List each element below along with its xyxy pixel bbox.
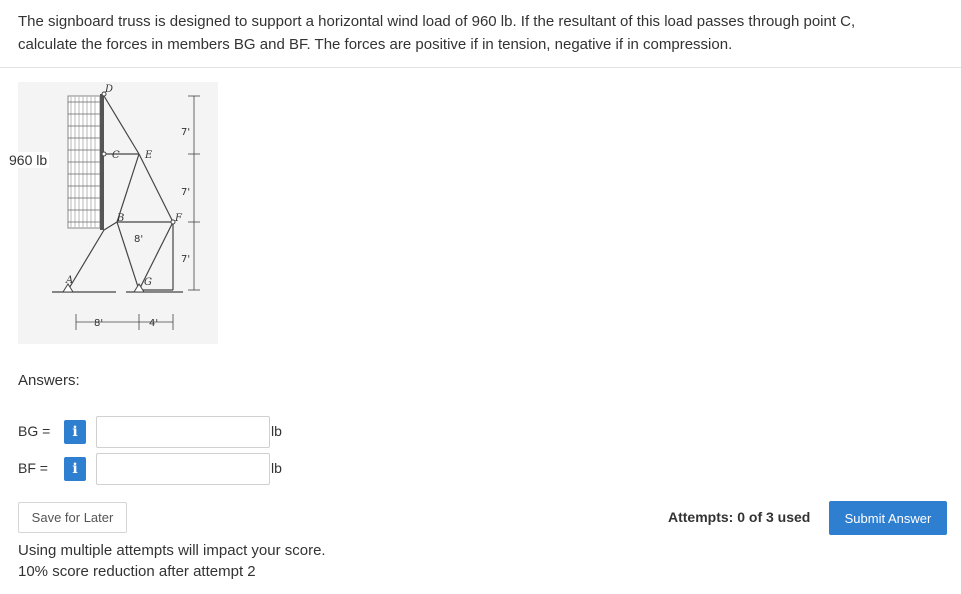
truss-figure [9, 82, 218, 344]
truss-diagram [18, 82, 218, 344]
load-label: 960 lb [9, 152, 48, 168]
info-icon[interactable]: i [64, 457, 86, 481]
answer-label-bg: BG = [18, 423, 51, 439]
point-d-label: D [105, 84, 114, 95]
dim-bottom-left-label: 8' [94, 318, 104, 329]
dim-v3-label: 7' [181, 254, 191, 265]
question-line-1: The signboard truss is designed to support a horizontal wind load of 960 lb. If the resultant of this load passes through point C, [18, 13, 856, 30]
attempt-note [18, 540, 326, 582]
point-a-label: A [66, 275, 74, 286]
bg-input[interactable] [96, 416, 270, 448]
bf-input[interactable] [96, 453, 270, 485]
attempt-note-line-2: 10% score reduction after attempt 2 [18, 563, 256, 580]
unit-label-bf: lb [271, 460, 282, 476]
point-c-label: C [112, 150, 120, 161]
dim-v2-label: 7' [181, 187, 191, 198]
question-line-2: calculate the forces in members BG and BF. The forces are positive if in tension, negative if in compression. [18, 36, 733, 53]
point-e-label: E [145, 150, 153, 161]
point-g-label: G [144, 277, 152, 288]
dim-v1-label: 7' [181, 127, 191, 138]
save-for-later-button[interactable]: Save for Later [18, 502, 127, 533]
point-b-label: B [117, 213, 125, 224]
attempt-note-line-1: Using multiple attempts will impact your score. [18, 542, 326, 559]
answer-label-bf: BF = [18, 460, 48, 476]
unit-label-bg: lb [271, 423, 282, 439]
point-f-label: F [175, 213, 182, 224]
divider [0, 67, 961, 68]
answers-heading: Answers: [18, 372, 80, 389]
info-icon[interactable]: i [64, 420, 86, 444]
question-text [18, 10, 943, 56]
submit-answer-button[interactable]: Submit Answer [829, 501, 947, 535]
post [100, 94, 104, 230]
dim-bottom-right-label: 4' [149, 318, 159, 329]
dim-mid-label: 8' [134, 234, 144, 245]
attempts-counter: Attempts: 0 of 3 used [668, 509, 811, 525]
